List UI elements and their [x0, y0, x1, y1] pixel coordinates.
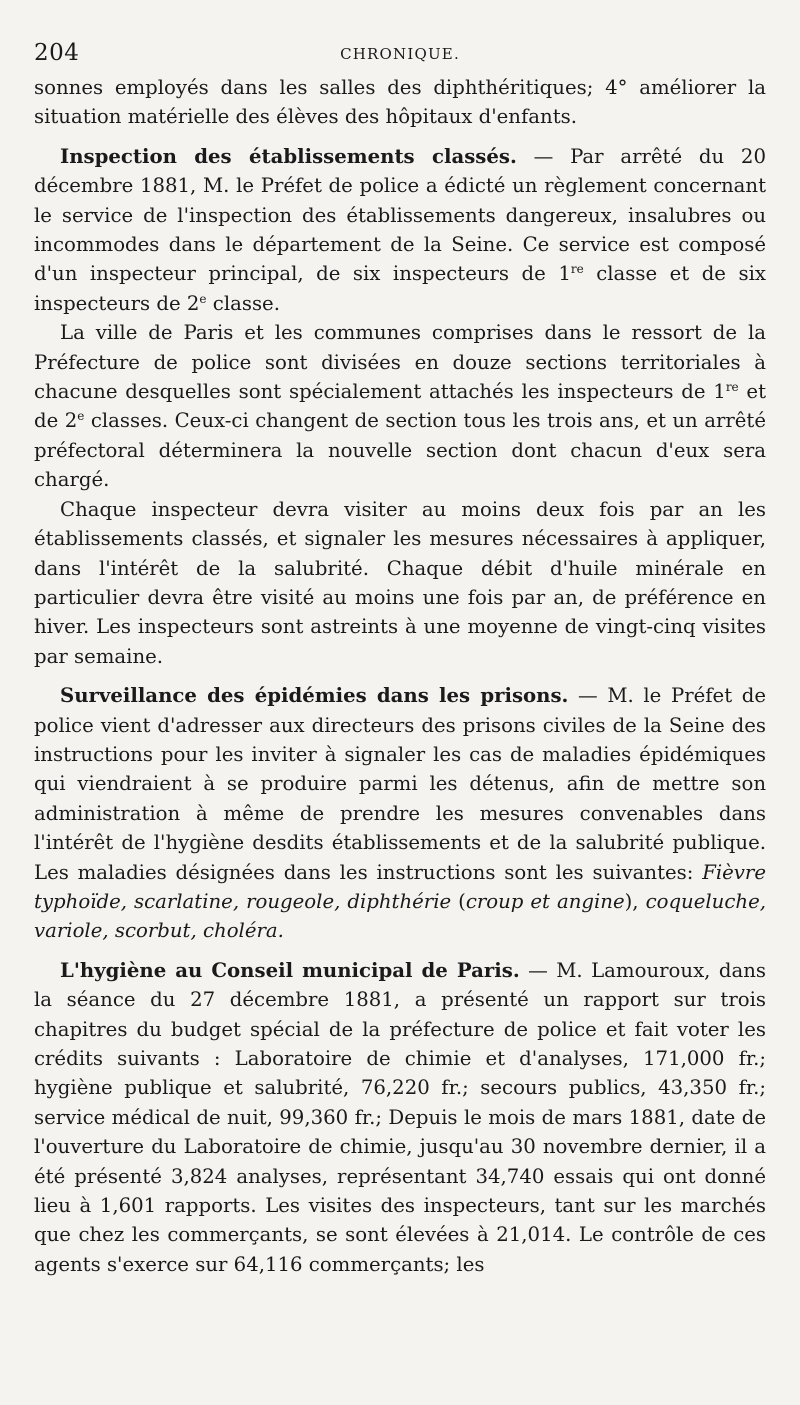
paragraph-text: (	[451, 889, 466, 913]
paragraph-conseil	[34, 956, 766, 1279]
paragraph-text: classe.	[206, 291, 280, 315]
paragraph-text: — M. Lamouroux, dans la séance du 27 décembre 1881, a présenté un rapport sur trois chapitres du budget spécial de la préfecture de police et fait voter les crédits suivants : Laboratoire de chimie et d'analyses, 171,000 fr.; hygiène publique et salubrité, 76,220 fr.; secours publics, 43,350 fr.; service médical de nuit, 99,360 fr.; Depuis le mois de mars 1881, date de l'ouverture du Laboratoire de chimie, jusqu'au 30 novembre dernier, il a été présenté 3,824 analyses, représentant 34,740 essais qui ont donné lieu à 1,601 rapports. Les visites des inspecteurs, tant sur les marchés que chez les commerçants, se sont élevées à 21,014. Le contrôle de ces agents s'exerce sur 64,116 commerçants; les	[34, 958, 766, 1276]
paragraph-continuation	[34, 73, 766, 132]
paragraph-text: La ville de Paris et les communes comprises dans le ressort de la Préfecture de police sont divisées en douze sections territoriales à chacune desquelles sont spécialement attachés les inspecteurs de 1	[34, 321, 766, 404]
running-head	[34, 40, 766, 70]
disease-list-parenthetical: croup et angine	[465, 889, 625, 913]
paragraph-visits	[34, 495, 766, 671]
running-title: CHRONIQUE.	[340, 45, 460, 63]
ordinal-superscript: e	[77, 409, 85, 424]
section-heading-inspection: Inspection des établissements classés.	[60, 144, 517, 168]
paragraph-prisons	[34, 681, 766, 946]
section-heading-prisons: Surveillance des épidémies dans les prisons.	[60, 684, 569, 708]
ordinal-superscript: re	[570, 262, 584, 277]
disease-list: Fièvre typhoïde, scarlatine, rougeole, diphthérie	[34, 860, 766, 913]
paragraph-text: classe et de six inspecteurs de 2	[34, 262, 766, 315]
paragraph-sections	[34, 318, 766, 494]
paragraph-text: — M. le Préfet de police vient d'adresser aux directeurs des prisons civiles de la Seine des instructions pour les inviter à signaler les cas de maladies épidémiques qui viendraient à se produire parmi les détenus, afin de mettre son administration à même de prendre les mesures convenables dans l'intérêt de l'hygiène desdits établissements et de la salubrité publique. Les maladies désignées dans les instructions sont les suivantes:	[34, 684, 766, 884]
ordinal-superscript: re	[725, 380, 739, 395]
section-heading-conseil: L'hygiène au Conseil municipal de Paris.	[60, 958, 520, 982]
page-number: 204	[34, 40, 80, 66]
paragraph-text: et de 2	[34, 380, 766, 433]
body-text	[34, 73, 766, 1279]
paragraph-text: — Par arrêté du 20 décembre 1881, M. le Préfet de police a édicté un règlement concernant le service de l'inspection des établissements dangereux, insalubres ou incommodes dans le département de la Seine. Ce service est composé d'un inspecteur principal, de six inspecteurs de 1	[34, 144, 766, 286]
ordinal-superscript: e	[199, 291, 207, 306]
disease-list-end: coqueluche, variole, scorbut, choléra.	[34, 889, 766, 943]
paragraph-text: ),	[624, 889, 646, 913]
paragraph-text: Chaque inspecteur devra visiter au moins deux fois par an les établissements classés, et signaler les mesures nécessaires à appliquer, dans l'intérêt de la salubrité. Chaque débit d'huile minérale en particulier devra être visité au moins une fois par an, de préférence en hiver. Les inspecteurs sont astreints à une moyenne de vingt-cinq visites par semaine.	[34, 497, 766, 668]
paragraph-text: sonnes employés dans les salles des diphthéritiques; 4° améliorer la situation matérielle des élèves des hôpitaux d'enfants.	[34, 76, 766, 129]
paragraph-inspection	[34, 142, 766, 318]
paragraph-text: classes. Ceux-ci changent de section tous les trois ans, et un arrêté préfectoral déterminera la nouvelle section dont chacun d'eux sera chargé.	[34, 409, 766, 492]
